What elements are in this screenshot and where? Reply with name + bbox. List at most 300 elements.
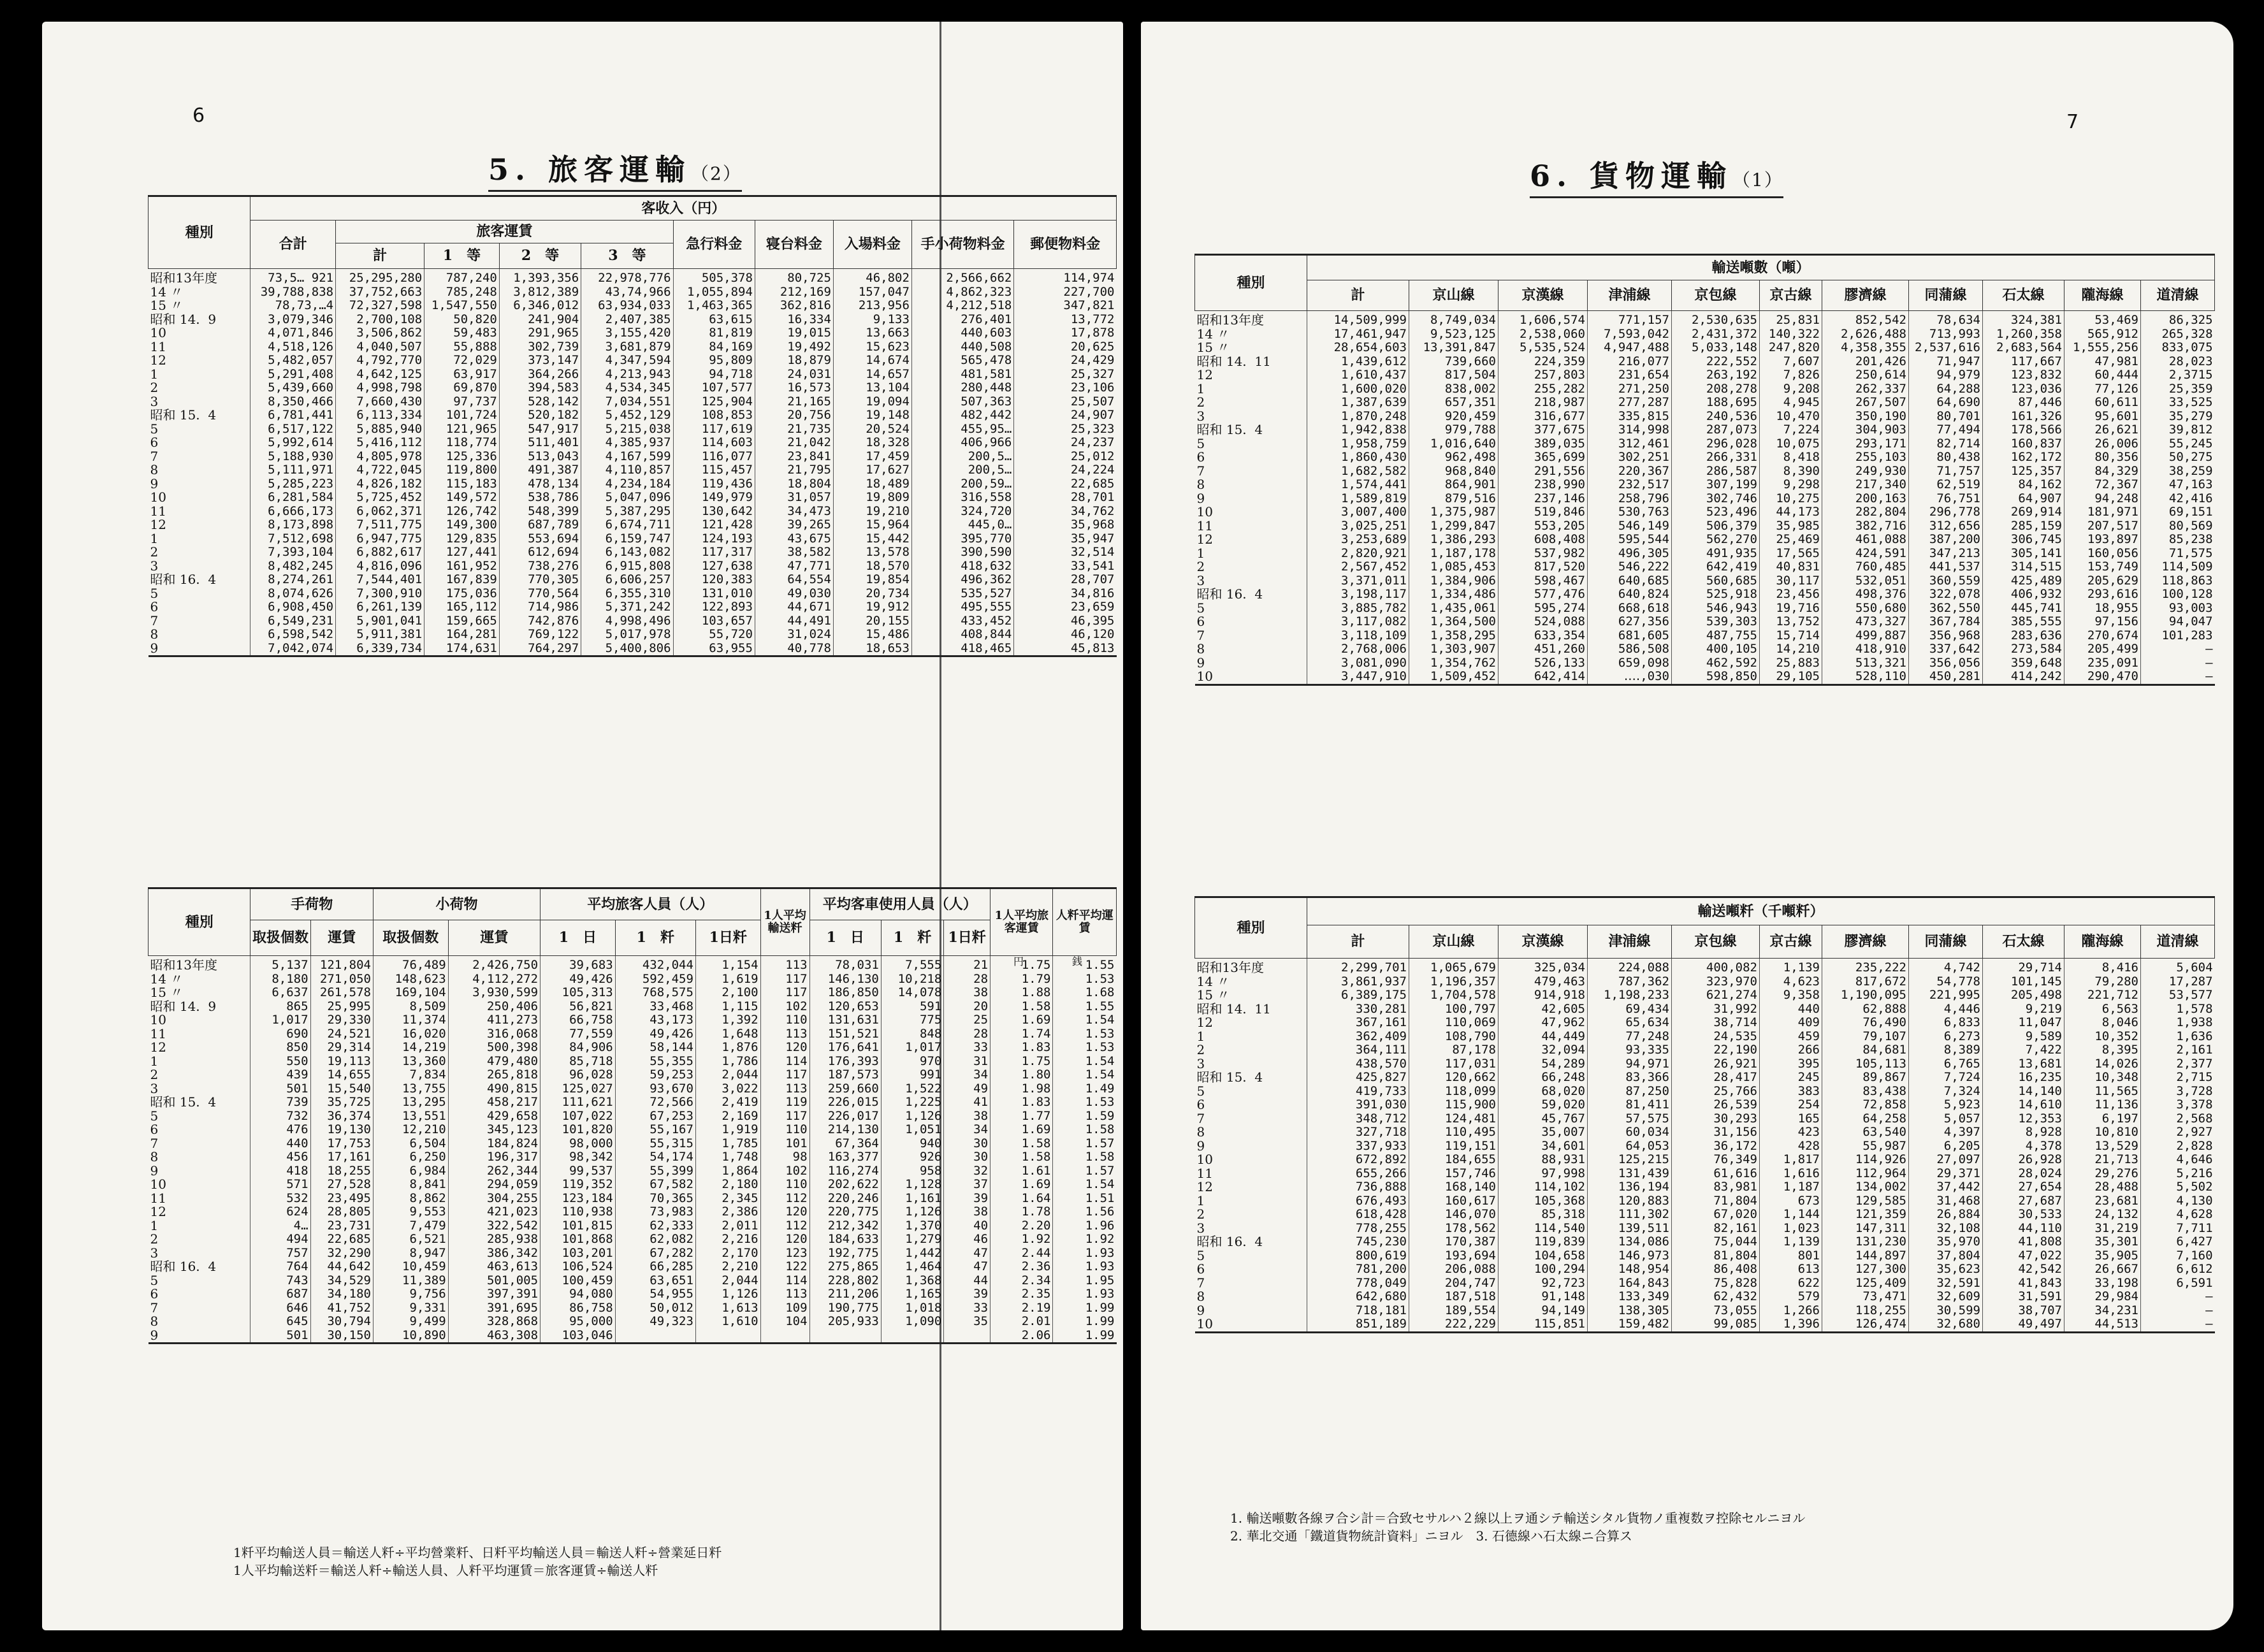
row-label: 昭和 14. 11: [1196, 354, 1271, 368]
table-cell: 6,549,231: [250, 614, 336, 628]
table-cell: 105,313: [541, 986, 616, 1000]
table-cell: 395,770: [911, 532, 1013, 546]
table-cell: 121,428: [673, 518, 755, 532]
table-cell: 176,641: [809, 1041, 881, 1055]
col-category: 種別: [149, 888, 250, 956]
table-cell: 1,704,578: [1409, 989, 1498, 1003]
table-cell: 99,085: [1672, 1317, 1760, 1332]
table-cell: 14,140: [1983, 1085, 2064, 1099]
table-cell: 525,918: [1672, 588, 1760, 602]
table-cell: 157,047: [833, 286, 911, 300]
table-cell: 4…: [250, 1219, 310, 1233]
row-label: 9: [1196, 656, 1205, 670]
table-cell: 117,619: [673, 423, 755, 437]
table-cell: ‥‥,030: [1588, 670, 1672, 685]
table-cell: 26,539: [1672, 1098, 1760, 1112]
table-row: [149, 1041, 1117, 1055]
table-cell: 6,281,584: [250, 491, 336, 505]
table-row: [149, 299, 1117, 313]
row-label: 2: [1196, 396, 1205, 410]
table-cell: 1,266: [1760, 1304, 1822, 1318]
table-row: [149, 1123, 1117, 1137]
table-cell: 41,808: [1983, 1235, 2064, 1249]
table-cell: 491,387: [499, 463, 581, 477]
table-cell: 23,731: [310, 1219, 373, 1233]
row-label: 12: [150, 1041, 166, 1055]
table-cell: 94,149: [1498, 1304, 1588, 1318]
table-cell: 39,683: [541, 956, 616, 973]
table-cell: 123: [760, 1247, 809, 1261]
table-cell: 133,349: [1588, 1290, 1672, 1304]
table-cell: 127,638: [673, 560, 755, 574]
table-cell: 10,218: [881, 973, 943, 987]
table-cell: 110,069: [1409, 1016, 1498, 1030]
table-cell: 19,912: [833, 600, 911, 614]
table-cell: 27,528: [310, 1178, 373, 1192]
table-cell: 24,224: [1014, 463, 1117, 477]
table-cell: 26,884: [1909, 1208, 1983, 1222]
table-cell: 4,742: [1909, 959, 1983, 975]
table-cell: 25,995: [310, 1000, 373, 1014]
table-row: [149, 1096, 1117, 1110]
table-cell: 119,151: [1409, 1140, 1498, 1154]
table-cell: 94,979: [1909, 368, 1983, 382]
table-cell: 645: [250, 1315, 310, 1329]
table-cell: 1.80: [991, 1068, 1053, 1082]
table-cell: 19,094: [833, 395, 911, 409]
table-cell: 77,248: [1588, 1030, 1672, 1044]
table-cell: 285,159: [1983, 519, 2064, 533]
table-cell: 63,540: [1822, 1126, 1909, 1140]
table-row: [1195, 368, 2215, 382]
table-cell: 126,474: [1822, 1317, 1909, 1332]
row-label: 6: [1196, 615, 1205, 629]
table-cell: 113: [760, 1082, 809, 1096]
table-cell: 920,459: [1409, 410, 1498, 424]
table-row: [149, 1150, 1117, 1164]
table-cell: 739: [250, 1096, 310, 1110]
col-jinggu: 京古線: [1760, 280, 1822, 311]
table-cell: 291,965: [499, 326, 581, 340]
table-cell: 255,103: [1822, 451, 1909, 465]
table-row: [1195, 437, 2215, 451]
table-cell: 6,205: [1909, 1140, 1983, 1154]
table-cell: 7,479: [373, 1219, 448, 1233]
col-platform: 入場料金: [833, 221, 911, 269]
row-label: 7: [150, 614, 159, 628]
table-row: [149, 368, 1117, 382]
table-cell: 2,715: [2141, 1071, 2215, 1085]
table-cell: 49,497: [1983, 1317, 2064, 1332]
table-cell: 205,498: [1983, 989, 2064, 1003]
table-cell: 140,322: [1760, 328, 1822, 342]
table-cell: 586,508: [1588, 642, 1672, 656]
table-cell: 411,273: [448, 1013, 540, 1027]
row-label: 2: [150, 381, 159, 395]
table-row: [1195, 615, 2215, 629]
table-cell: 222,229: [1409, 1317, 1498, 1332]
table-cell: 2,567,452: [1307, 560, 1409, 574]
table-cell: 29,105: [1760, 670, 1822, 685]
table-row: [149, 628, 1117, 642]
table-cell: 687: [250, 1287, 310, 1301]
table-cell: 54,174: [615, 1150, 695, 1164]
table-cell: 282,804: [1822, 505, 1909, 519]
table-cell: 146,973: [1588, 1249, 1672, 1263]
table-cell: 72,566: [615, 1096, 695, 1110]
table-cell: 2,386: [695, 1205, 760, 1219]
table-cell: 35,279: [2141, 410, 2215, 424]
table-cell: 940: [881, 1137, 943, 1151]
table-row: [1195, 1167, 2215, 1181]
table-cell: 151,521: [809, 1027, 881, 1041]
table-cell: 1,870,248: [1307, 410, 1409, 424]
table-cell: 490,815: [448, 1082, 540, 1096]
table-cell: 646: [250, 1301, 310, 1315]
row-label: 10: [150, 326, 166, 340]
table-row: [1195, 1140, 2215, 1154]
table-cell: 4,167,599: [581, 450, 673, 464]
table-cell: 394,583: [499, 381, 581, 395]
table-cell: 71,575: [2141, 547, 2215, 561]
table-cell: 348,712: [1307, 1112, 1409, 1126]
table-cell: 4,805,978: [336, 450, 424, 464]
table-cell: 771,157: [1588, 311, 1672, 328]
table-cell: 450,281: [1909, 670, 1983, 685]
table-cell: 30: [944, 1137, 991, 1151]
row-label: 2: [1196, 1208, 1205, 1222]
table-cell: 9,133: [833, 313, 911, 327]
table-cell: 47,163: [2141, 478, 2215, 492]
table-cell: 110: [760, 1013, 809, 1027]
table-cell: 445,0…: [911, 518, 1013, 532]
table-cell: 1,610: [695, 1315, 760, 1329]
table-cell: 6,159,747: [581, 532, 673, 546]
table-cell: 119,352: [541, 1178, 616, 1192]
table-cell: 167,839: [424, 573, 500, 587]
table-cell: —: [2141, 1317, 2215, 1332]
table-cell: 642,680: [1307, 1290, 1409, 1304]
table-cell: 27,687: [1983, 1194, 2064, 1208]
table-cell: 19,492: [755, 340, 833, 354]
table-cell: 23,456: [1760, 588, 1822, 602]
table-cell: 640,824: [1588, 588, 1672, 602]
table-cell: 17,459: [833, 450, 911, 464]
table-cell: 2.35: [991, 1287, 1053, 1301]
row-label: 7: [150, 449, 159, 463]
row-label: 14 〃: [1196, 975, 1230, 989]
table-cell: 1,463,365: [673, 299, 755, 313]
title-text: 5. 旅客運輸: [488, 152, 692, 187]
table-cell: 482,442: [911, 409, 1013, 423]
row-label: 10: [1196, 1153, 1213, 1167]
table-cell: 7,555: [881, 956, 943, 973]
table-cell: 550,680: [1822, 602, 1909, 616]
table-cell: 5,482,057: [250, 354, 336, 368]
table-cell: 15,540: [310, 1082, 373, 1096]
table-cell: 217,340: [1822, 478, 1909, 492]
table-cell: 131,010: [673, 587, 755, 601]
row-label: 8: [1196, 1290, 1205, 1304]
row-label: 昭和 15. 4: [1196, 423, 1263, 437]
col-baggage-fare: 運賃: [310, 920, 373, 956]
freight-ton-km-table: [1194, 896, 2215, 1333]
left-page: [42, 22, 1123, 1630]
row-label: 9: [150, 641, 159, 656]
table-cell: 50,012: [615, 1301, 695, 1315]
table-cell: 440: [250, 1137, 310, 1151]
table-cell: 1.51: [1053, 1192, 1117, 1206]
table-row: [1195, 588, 2215, 602]
table-cell: 1.54: [1053, 1055, 1117, 1069]
table-cell: 76,349: [1672, 1153, 1760, 1167]
table-cell: 58,144: [615, 1041, 695, 1055]
row-label: 2: [1196, 560, 1205, 574]
table-cell: 19,113: [310, 1055, 373, 1069]
table-cell: 1,370: [881, 1219, 943, 1233]
table-cell: 221,712: [2064, 989, 2141, 1003]
table-cell: 461,088: [1822, 533, 1909, 547]
table-cell: 103,657: [673, 614, 755, 628]
table-cell: 418: [250, 1164, 310, 1178]
table-cell: 45,813: [1014, 642, 1117, 656]
table-cell: 624: [250, 1205, 310, 1219]
table-cell: 86,758: [541, 1301, 616, 1315]
table-cell: 283,636: [1983, 629, 2064, 643]
table-cell: 1,126: [881, 1110, 943, 1124]
table-cell: 487,755: [1672, 629, 1760, 643]
table-cell: 459: [1760, 1030, 1822, 1044]
table-cell: 35,970: [1909, 1235, 1983, 1249]
table-cell: 323,970: [1672, 975, 1760, 989]
table-cell: 11,047: [1983, 1016, 2064, 1030]
table-cell: 63,615: [673, 313, 755, 327]
table-cell: 84,329: [2064, 465, 2141, 479]
table-cell: 75,044: [1672, 1235, 1760, 1249]
table-cell: 304,903: [1822, 423, 1909, 437]
row-label: 3: [1196, 1057, 1205, 1071]
col-jinpu: 津浦線: [1588, 925, 1672, 959]
table-cell: 29,714: [1983, 959, 2064, 975]
table-row: [149, 1247, 1117, 1261]
table-cell: 32,094: [1498, 1043, 1588, 1057]
table-cell: 187,573: [809, 1068, 881, 1082]
table-row: [149, 423, 1117, 437]
table-cell: 22,685: [310, 1233, 373, 1247]
footnote: 1人平均輸送粁＝輸送人粁÷輸送人員、人粁平均運賃＝旅客運賃÷輸送人粁: [233, 1563, 658, 1578]
table-cell: 20,625: [1014, 340, 1117, 354]
table-cell: 4,397: [1909, 1126, 1983, 1140]
table-cell: 324,720: [911, 505, 1013, 519]
table-cell: 2,377: [2141, 1057, 2215, 1071]
table-cell: 530,763: [1588, 505, 1672, 519]
row-label: 5: [150, 1273, 159, 1287]
row-label: 3: [150, 559, 159, 573]
table-cell: 739,660: [1409, 355, 1498, 369]
table-cell: 550: [250, 1055, 310, 1069]
table-cell: 535,527: [911, 587, 1013, 601]
table-row: [149, 1164, 1117, 1178]
row-label: 3: [1196, 409, 1205, 423]
table-cell: 9,523,125: [1409, 328, 1498, 342]
table-cell: 28,488: [2064, 1180, 2141, 1194]
table-cell: 73,471: [1822, 1290, 1909, 1304]
table-cell: 6,612: [2141, 1263, 2215, 1277]
table-cell: 26,928: [1983, 1153, 2064, 1167]
table-cell: 781,200: [1307, 1263, 1409, 1277]
table-cell: 2.01: [991, 1315, 1053, 1329]
table-cell: 38,707: [1983, 1304, 2064, 1318]
table-cell: 163,377: [809, 1150, 881, 1164]
table-cell: 169,104: [373, 986, 448, 1000]
table-cell: 491,935: [1672, 547, 1760, 561]
table-cell: 104: [760, 1315, 809, 1329]
table-cell: 30,599: [1909, 1304, 1983, 1318]
table-cell: 18,653: [833, 642, 911, 656]
table-cell: 121,804: [310, 956, 373, 973]
table-cell: 359,648: [1983, 656, 2064, 670]
table-cell: 10,890: [373, 1329, 448, 1344]
table-cell: 80,438: [1909, 451, 1983, 465]
col-jingbao: 京包線: [1672, 280, 1760, 311]
table-cell: 2,100: [695, 986, 760, 1000]
table-cell: 13,681: [1983, 1057, 2064, 1071]
table-cell: 78,73,…4: [250, 299, 336, 313]
table-cell: 114,603: [673, 436, 755, 450]
col-tongpu: 同蒲線: [1909, 280, 1983, 311]
table-cell: 732: [250, 1110, 310, 1124]
table-cell: 55,245: [2141, 437, 2215, 451]
table-cell: 81,804: [1672, 1249, 1760, 1263]
row-label: 7: [150, 1301, 159, 1315]
table-cell: 8,841: [373, 1178, 448, 1192]
table-cell: 105,368: [1498, 1194, 1588, 1208]
table-cell: 592,459: [615, 973, 695, 987]
table-cell: 67,282: [615, 1247, 695, 1261]
table-cell: 87,178: [1409, 1043, 1498, 1057]
table-cell: 37,442: [1909, 1180, 1983, 1194]
table-cell: 42,416: [2141, 492, 2215, 506]
table-cell: 3,681,879: [581, 340, 673, 354]
table-cell: 91,148: [1498, 1290, 1588, 1304]
table-cell: 40,831: [1760, 560, 1822, 574]
table-cell: 397,391: [448, 1287, 540, 1301]
table-cell: 1,139: [1760, 959, 1822, 975]
table-cell: 49: [944, 1082, 991, 1096]
table-cell: 159,482: [1588, 1317, 1672, 1332]
table-cell: —: [2141, 656, 2215, 670]
table-row: [1195, 1003, 2215, 1017]
title-text: 6. 貨物運輸: [1530, 159, 1733, 193]
col-category: 種別: [149, 196, 250, 269]
table-cell: 97,156: [2064, 615, 2141, 629]
table-cell: 496,362: [911, 573, 1013, 587]
table-cell: 408,844: [911, 628, 1013, 642]
table-cell: 2,180: [695, 1178, 760, 1192]
table-cell: 4,112,272: [448, 973, 540, 987]
table-cell: 5,725,452: [336, 491, 424, 505]
table-cell: 96,028: [541, 1068, 616, 1082]
table-row: [1195, 505, 2215, 519]
table-cell: 76,489: [373, 956, 448, 973]
table-row: [149, 986, 1117, 1000]
table-cell: 1,128: [881, 1178, 943, 1192]
table-cell: 1.83: [991, 1096, 1053, 1110]
table-cell: 3,447,910: [1307, 670, 1409, 685]
table-cell: 57,575: [1588, 1112, 1672, 1126]
table-cell: 17,627: [833, 463, 911, 477]
table-cell: 98,342: [541, 1150, 616, 1164]
table-cell: 80,725: [755, 269, 833, 286]
table-cell: 17,461,947: [1307, 328, 1409, 342]
table-cell: 451,260: [1498, 642, 1588, 656]
table-row: [1195, 1126, 2215, 1140]
table-cell: 1.49: [1053, 1082, 1117, 1096]
table-row: [1195, 311, 2215, 328]
table-cell: 462,592: [1672, 656, 1760, 670]
table-cell: 9,331: [373, 1301, 448, 1315]
table-cell: 68,020: [1498, 1085, 1588, 1099]
table-cell: 44,491: [755, 614, 833, 628]
table-cell: 12,210: [373, 1123, 448, 1137]
table-cell: 129,835: [424, 532, 500, 546]
col-jingbao: 京包線: [1672, 925, 1760, 959]
table-cell: 35,947: [1014, 532, 1117, 546]
table-cell: 189,554: [1409, 1304, 1498, 1318]
table-cell: 97,737: [424, 395, 500, 409]
table-cell: 389,035: [1498, 437, 1588, 451]
table-cell: 1,938: [2141, 1016, 2215, 1030]
table-cell: 1.79: [991, 973, 1053, 987]
table-cell: 83,438: [1822, 1085, 1909, 1099]
table-cell: 123,832: [1983, 368, 2064, 382]
table-row: [149, 286, 1117, 300]
table-cell: 1,600,020: [1307, 382, 1409, 396]
table-cell: 3,022: [695, 1082, 760, 1096]
table-cell: 33,525: [2141, 396, 2215, 410]
table-cell: 196,317: [448, 1150, 540, 1164]
group-header: 客收入（円）: [250, 196, 1117, 221]
table-cell: 101,145: [1983, 975, 2064, 989]
table-row: [1195, 1222, 2215, 1236]
table-cell: 44,173: [1760, 505, 1822, 519]
table-cell: 262,344: [448, 1164, 540, 1178]
table-cell: 13,772: [1014, 313, 1117, 327]
table-cell: 9,358: [1760, 989, 1822, 1003]
table-cell: 25,831: [1760, 311, 1822, 328]
table-cell: 367,161: [1307, 1016, 1409, 1030]
table-cell: 30,150: [310, 1329, 373, 1344]
table-cell: 235,091: [2064, 656, 2141, 670]
table-cell: 93,003: [2141, 602, 2215, 616]
table-cell: 258,796: [1588, 492, 1672, 506]
table-cell: 6,517,122: [250, 423, 336, 437]
table-cell: 7,160: [2141, 1249, 2215, 1263]
table-cell: 1,864: [695, 1164, 760, 1178]
page-title: [488, 147, 742, 192]
table-cell: 170,387: [1409, 1235, 1498, 1249]
table-cell: 60,611: [2064, 396, 2141, 410]
table-cell: 111,621: [541, 1096, 616, 1110]
table-cell: 3,861,937: [1307, 975, 1409, 989]
table-cell: 2,161: [2141, 1043, 2215, 1057]
table-cell: 1.55: [1053, 1000, 1117, 1014]
table-cell: 149,979: [673, 491, 755, 505]
table-cell: 64,258: [1822, 1112, 1909, 1126]
table-row: [149, 326, 1117, 340]
table-cell: 161,952: [424, 560, 500, 574]
table-cell: 43,675: [755, 532, 833, 546]
